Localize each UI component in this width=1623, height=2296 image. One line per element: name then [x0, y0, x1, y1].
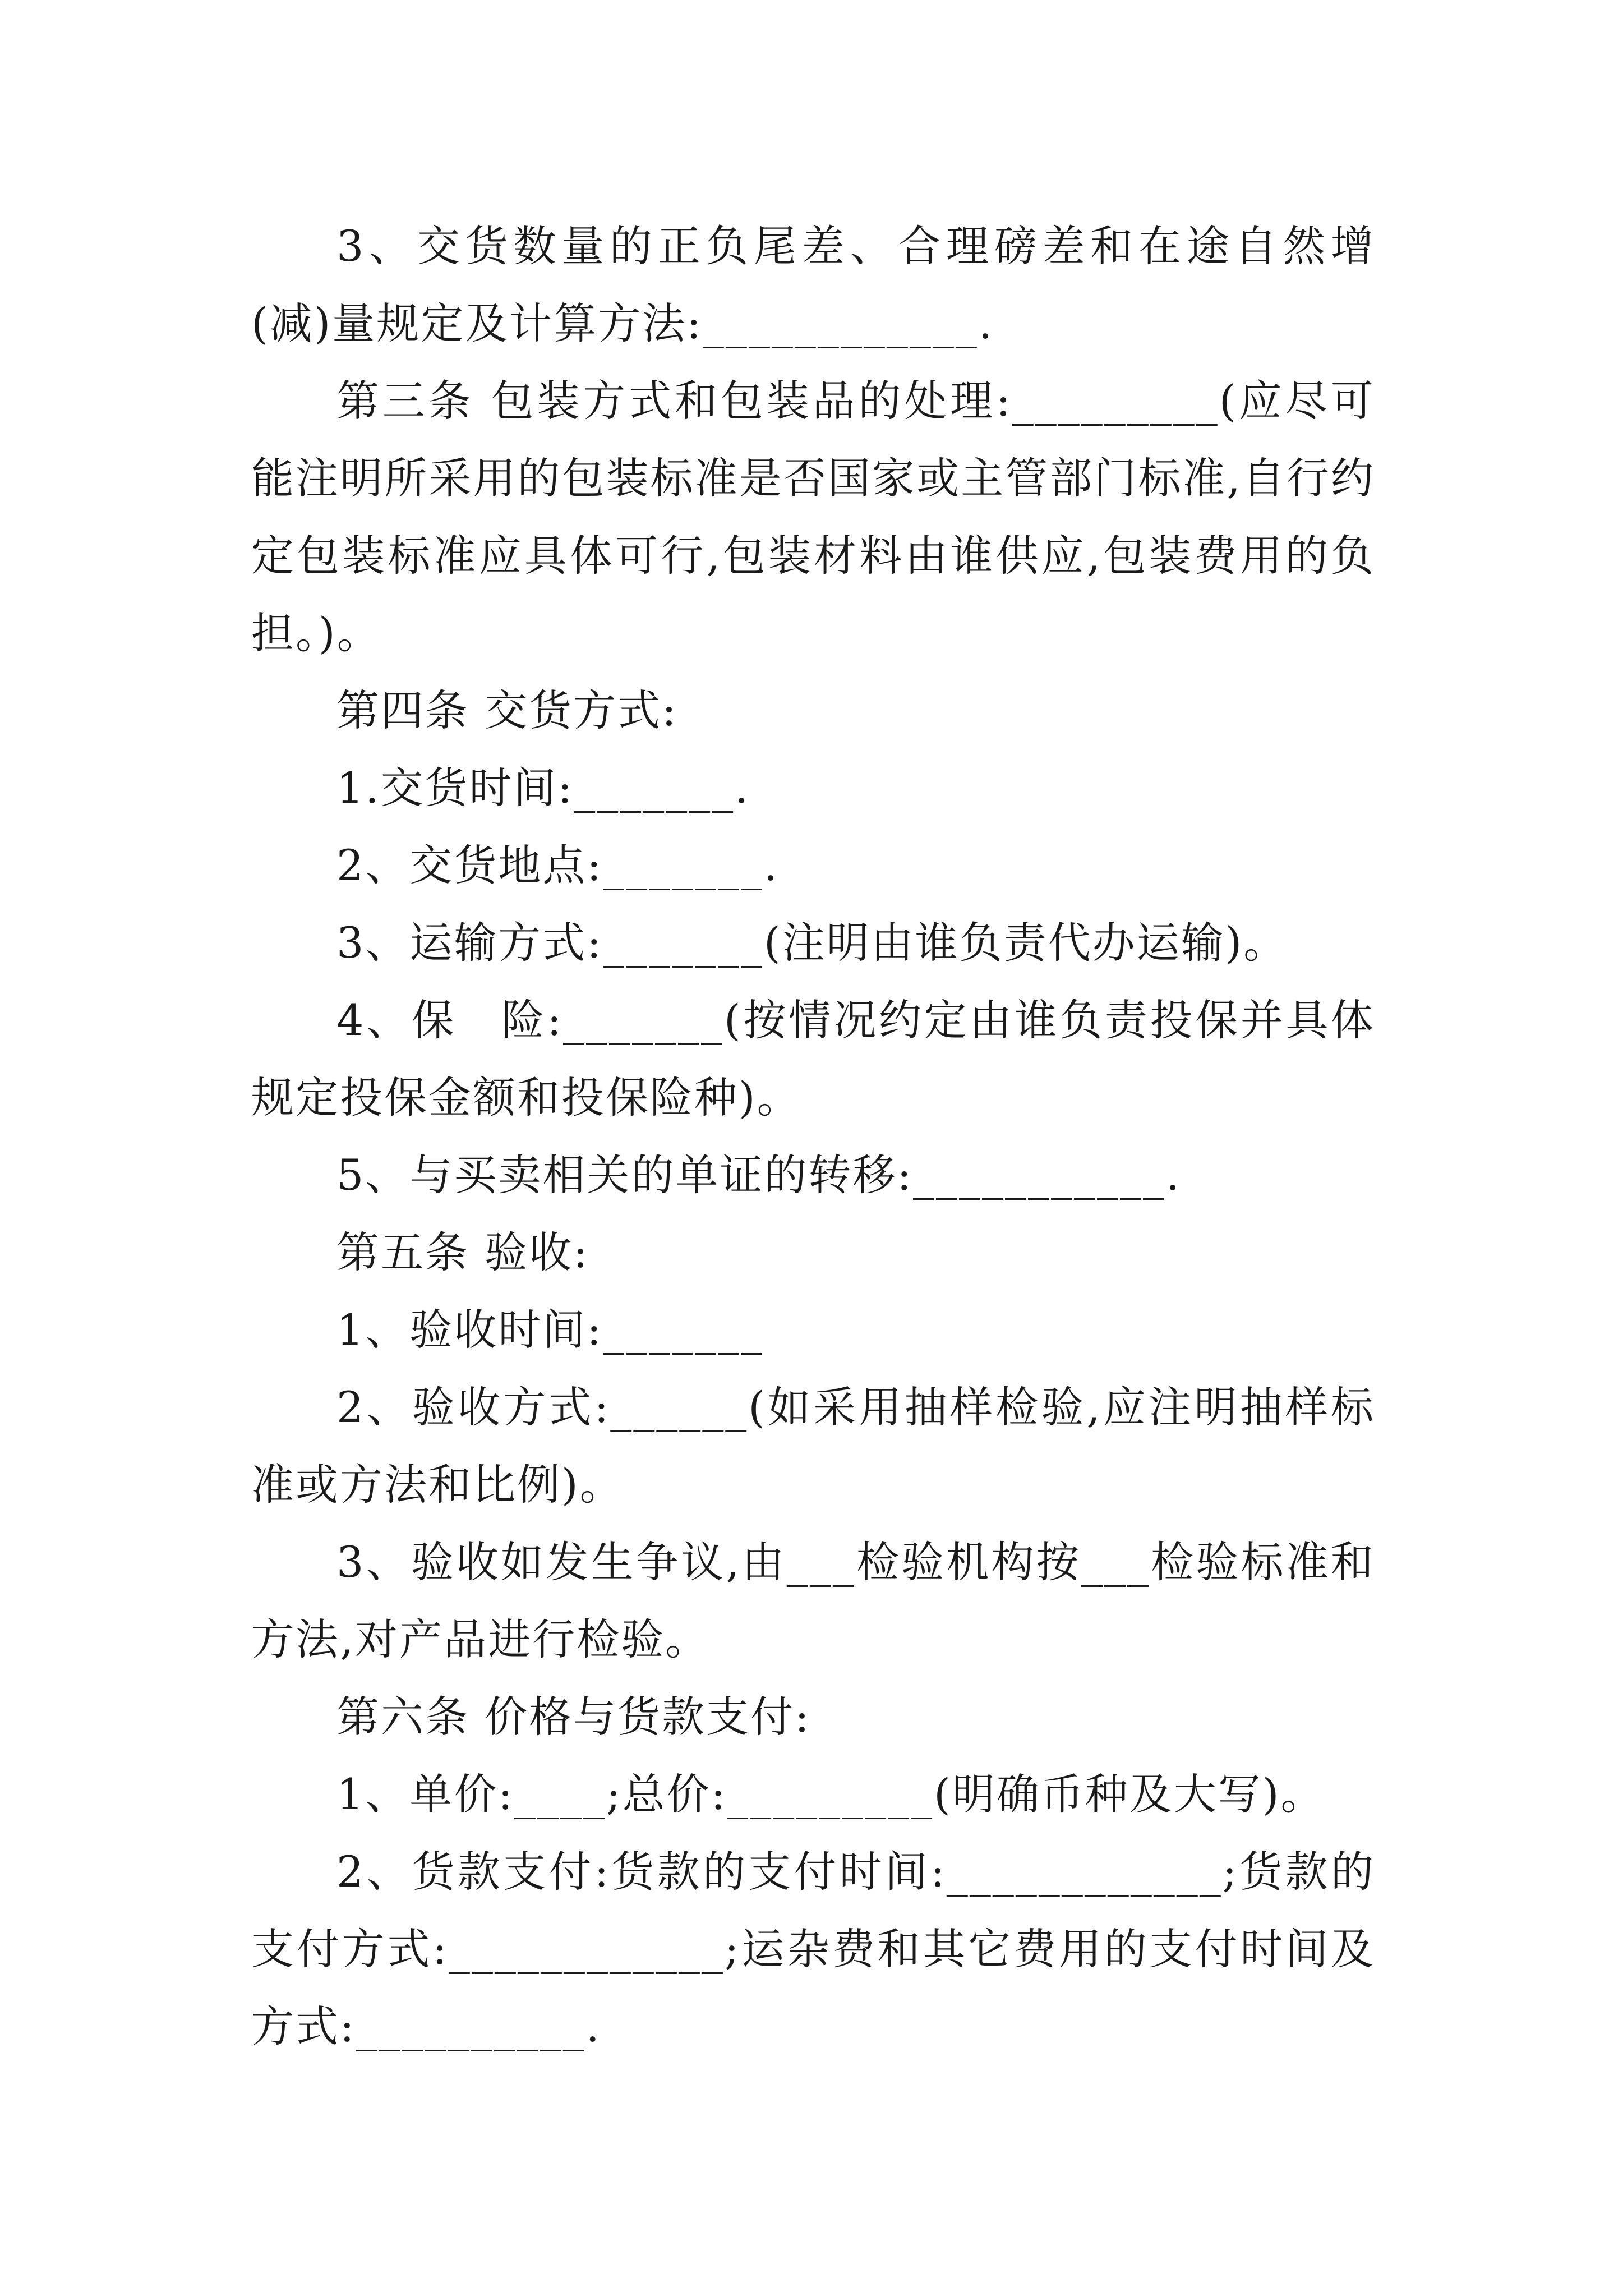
- document-transfer: 5、与买卖相关的单证的转移:___________.: [336, 1150, 1182, 1200]
- payment-terms: 2、货款支付:货款的支付时间:____________;货款的支付方式:____________;运杂费和其它费用的支付时间及方式:__________.: [251, 1847, 1375, 2051]
- unit-and-total-price: 1、单价:____;总价:_________(明确币种及大写)。: [336, 1769, 1325, 1819]
- delivery-location: 2、交货地点:_______.: [336, 840, 780, 890]
- delivery-time: 1.交货时间:_______.: [336, 763, 750, 813]
- article-6-heading: 第六条 价格与货款支付:: [336, 1692, 811, 1742]
- transport-method: 3、运输方式:_______(注明由谁负责代办运输)。: [336, 918, 1288, 968]
- inspection-dispute: 3、验收如发生争议,由___检验机构按___检验标准和方法,对产品进行检验。: [251, 1537, 1375, 1664]
- clause-quantity-tolerance: 3、交货数量的正负尾差、合理磅差和在途自然增(减)量规定及计算方法:____________.: [251, 221, 1375, 348]
- inspection-method: 2、验收方式:______(如采用抽样检验,应注明抽样标准或方法和比例)。: [251, 1382, 1375, 1510]
- article-4-heading: 第四条 交货方式:: [336, 685, 678, 735]
- article-3-packaging: 第三条 包装方式和包装品的处理:_________(应尽可能注明所采用的包装标准是否国家或主管部门标准,自行约定包装标准应具体可行,包装材料由谁供应,包装费用的负担。)。: [251, 376, 1375, 658]
- document-body: [251, 208, 1375, 2065]
- inspection-time: 1、验收时间:_______: [336, 1305, 764, 1355]
- article-5-heading: 第五条 验收:: [336, 1227, 589, 1277]
- insurance: 4、保 险:_______(按情况约定由谁负责投保并具体规定投保金额和投保险种)。: [251, 995, 1375, 1122]
